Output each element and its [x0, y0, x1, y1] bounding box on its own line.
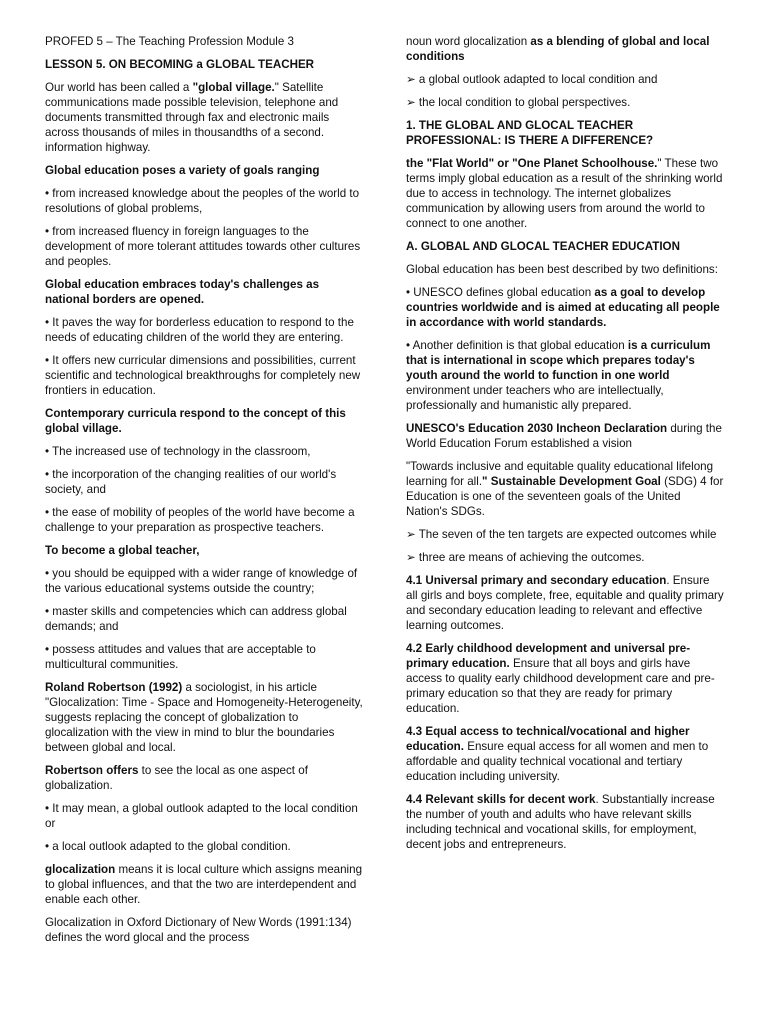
left-paragraph: [45, 680, 363, 755]
bold-text-run: 4.1 Universal primary and secondary education: [406, 574, 667, 587]
text-run: • It may mean, a global outlook adapted to the local condition or: [45, 802, 358, 830]
text-run: • from increased fluency in foreign languages to the development of more tolerant attitudes towards other cultures and peoples.: [45, 225, 361, 268]
left-paragraph: [45, 163, 363, 178]
right-paragraph: [406, 459, 724, 519]
bold-text-run: "global village.: [192, 81, 275, 94]
left-paragraph: [45, 566, 363, 596]
text-run: Ensure that all boys and girls have access to quality early childhood development care and pre-primary education so that they are ready for primary education.: [406, 657, 715, 715]
bold-text-run: as a goal to develop countries worldwide and is aimed at educating all people in accordance with world standards.: [406, 286, 720, 329]
bold-text-run: Global education embraces today's challenges as national borders are opened.: [45, 278, 320, 306]
right-paragraph: [406, 34, 724, 64]
right-paragraph: [406, 641, 724, 716]
right-paragraph: [406, 95, 724, 110]
left-paragraph: [45, 315, 363, 345]
bold-text-run: the "Flat World" or "One Planet Schoolhouse.: [406, 157, 658, 170]
text-run: a sociologist, in his article "Glocalization: Time - Space and Homogeneity-Heterogeneity, suggests replacing the concept of globalization to glocalization with the view in mind to blur the boundaries between global and local.: [45, 681, 363, 754]
right-paragraph: [406, 527, 724, 542]
text-run: ➢ The seven of the ten targets are expected outcomes while: [406, 528, 717, 541]
bold-text-run: 1. THE GLOBAL AND GLOCAL TEACHER PROFESSIONAL: IS THERE A DIFFERENCE?: [406, 119, 654, 147]
left-paragraph: [45, 186, 363, 216]
left-paragraph: [45, 801, 363, 831]
right-paragraph: [406, 156, 724, 231]
left-column: [45, 34, 363, 953]
text-run: ➢ three are means of achieving the outcomes.: [406, 551, 645, 564]
text-run: • It offers new curricular dimensions and possibilities, current scientific and technological breakthroughs for completely new frontiers in education.: [45, 354, 361, 397]
right-paragraph: [406, 262, 724, 277]
text-run: • a local outlook adapted to the global condition.: [45, 840, 291, 853]
bold-text-run: To become a global teacher,: [45, 544, 200, 557]
text-run: environment under teachers who are intellectually, professionally and humanistic ally prepared.: [406, 384, 664, 412]
bold-text-run: as a blending of global and local conditions: [406, 35, 710, 63]
bold-text-run: 4.3 Equal access to technical/vocational and higher education.: [406, 725, 690, 753]
left-paragraph: [45, 224, 363, 269]
left-paragraph: [45, 467, 363, 497]
bold-text-run: " Sustainable Development Goal: [482, 475, 661, 488]
text-run: • It paves the way for borderless education to respond to the needs of educating children of the world they are entering.: [45, 316, 354, 344]
right-paragraph: [406, 239, 724, 254]
bold-text-run: Robertson offers: [45, 764, 139, 777]
left-paragraph: [45, 277, 363, 307]
text-run: (SDG) 4 for Education is one of the seventeen goals of the United Nation's SDGs.: [406, 475, 724, 518]
bold-text-run: Contemporary curricula respond to the concept of this global village.: [45, 407, 346, 435]
left-paragraph: [45, 915, 363, 945]
left-paragraph: [45, 604, 363, 634]
text-run: " Satellite communications made possible television, telephone and documents transmitted through fax and electronic mails across thousands of miles in thousandths of a second. information highway.: [45, 81, 339, 154]
left-paragraph: [45, 505, 363, 535]
bold-text-run: A. GLOBAL AND GLOCAL TEACHER EDUCATION: [406, 240, 680, 253]
right-paragraph: [406, 724, 724, 784]
left-paragraph: [45, 543, 363, 558]
left-paragraph: [45, 406, 363, 436]
bold-text-run: 4.2 Early childhood development and universal pre-primary education.: [406, 642, 691, 670]
text-run: • possess attitudes and values that are acceptable to multicultural communities.: [45, 643, 316, 671]
right-paragraph: [406, 573, 724, 633]
text-run: . Substantially increase the number of youth and adults who have relevant skills including technical and vocational skills, for employment, decent jobs and entrepreneurs.: [406, 793, 715, 851]
text-run: " These two terms imply global education as a result of the shrinking world due to access in technology. The internet globalizes communication by allowing users from around the world to connect to one another.: [406, 157, 723, 230]
right-paragraph: [406, 792, 724, 852]
text-run: ➢ a global outlook adapted to local condition and: [406, 73, 658, 86]
right-paragraph: [406, 421, 724, 451]
bold-text-run: UNESCO's Education 2030 Incheon Declaration: [406, 422, 668, 435]
text-run: to see the local as one aspect of globalization.: [45, 764, 308, 792]
left-paragraph: [45, 839, 363, 854]
right-paragraph: [406, 285, 724, 330]
bold-text-run: Roland Robertson (1992): [45, 681, 183, 694]
left-paragraph: [45, 763, 363, 793]
text-run: • from increased knowledge about the peoples of the world to resolutions of global problems,: [45, 187, 360, 215]
left-paragraph: [45, 444, 363, 459]
bold-text-run: Global education poses a variety of goals ranging: [45, 164, 320, 177]
right-paragraph: [406, 550, 724, 565]
text-run: • UNESCO defines global education: [406, 286, 595, 299]
left-paragraph: [45, 57, 363, 72]
right-paragraph: [406, 338, 724, 413]
text-run: • Another definition is that global education: [406, 339, 628, 352]
text-run: • the incorporation of the changing realities of our world's society, and: [45, 468, 337, 496]
text-run: during the World Education Forum established a vision: [406, 422, 722, 450]
bold-text-run: LESSON 5. ON BECOMING a GLOBAL TEACHER: [45, 58, 315, 71]
text-run: noun word glocalization: [406, 35, 531, 48]
text-run: ➢ the local condition to global perspectives.: [406, 96, 631, 109]
text-run: "Towards inclusive and equitable quality educational lifelong learning for all.: [406, 460, 714, 488]
text-run: . Ensure all girls and boys complete, free, equitable and quality primary and secondary education leading to relevant and effective learning outcomes.: [406, 574, 724, 632]
text-run: PROFED 5 – The Teaching Profession Module 3: [45, 35, 294, 48]
left-paragraph: [45, 862, 363, 907]
bold-text-run: glocalization: [45, 863, 116, 876]
text-run: • the ease of mobility of peoples of the world have become a challenge to your preparation as prospective teachers.: [45, 506, 355, 534]
text-run: • The increased use of technology in the classroom,: [45, 445, 311, 458]
left-paragraph: [45, 642, 363, 672]
left-paragraph: [45, 80, 363, 155]
right-column: [406, 34, 724, 860]
text-run: • master skills and competencies which can address global demands; and: [45, 605, 347, 633]
text-run: Glocalization in Oxford Dictionary of New Words (1991:134) defines the word glocal and the process: [45, 916, 352, 944]
right-paragraph: [406, 72, 724, 87]
left-paragraph: [45, 353, 363, 398]
text-run: • you should be equipped with a wider range of knowledge of the various educational systems outside the country;: [45, 567, 358, 595]
right-paragraph: [406, 118, 724, 148]
text-run: Our world has been called a: [45, 81, 193, 94]
text-run: means it is local culture which assigns meaning to global influences, and that the two are interdependent and enable each other.: [45, 863, 363, 906]
text-run: Global education has been best described by two definitions:: [406, 263, 718, 276]
bold-text-run: is a curriculum that is international in scope which prepares today's youth around the world to function in one world: [406, 339, 711, 382]
bold-text-run: 4.4 Relevant skills for decent work: [406, 793, 596, 806]
text-run: Ensure equal access for all women and men to affordable and quality technical vocational and tertiary education including university.: [406, 740, 709, 783]
left-paragraph: [45, 34, 363, 49]
